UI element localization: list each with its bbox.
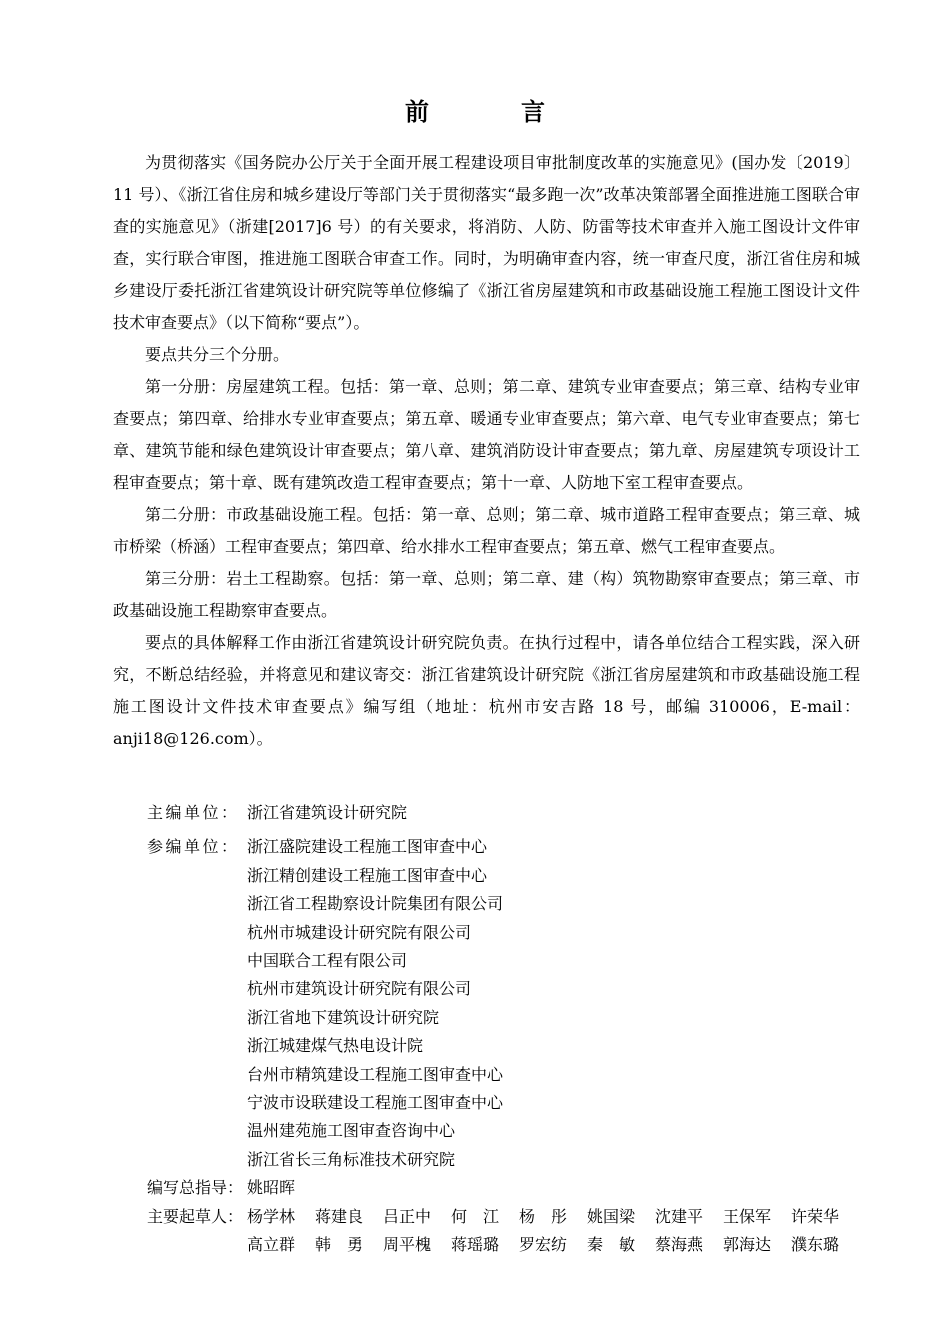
chief-editor-value: 浙江省建筑设计研究院 [247,803,408,822]
paragraph-volumes: 要点共分三个分册。 [145,345,290,364]
drafter-name: 王保军 [723,1206,772,1226]
co-editor-item: 中国联合工程有限公司 [247,951,408,971]
co-editor-item: 浙江盛院建设工程施工图审查中心 [247,837,488,857]
chief-guide-value: 姚昭晖 [247,1178,296,1198]
drafter-name: 沈建平 [655,1206,704,1226]
drafters-label: 主要起草人： [147,1206,244,1226]
co-editor-item: 浙江省地下建筑设计研究院 [247,1007,440,1027]
drafter-name: 蔡海燕 [655,1235,704,1255]
co-editor-item: 杭州市城建设计研究院有限公司 [247,922,472,942]
drafter-name: 濮东璐 [791,1235,840,1255]
co-editor-item: 台州市精筑建设工程施工图审查中心 [247,1064,504,1084]
chief-guide-label: 编写总指导： [147,1178,244,1198]
paragraph-volume-2: 第二分册：市政基础设施工程。包括：第一章、总则；第二章、城市道路工程审查要点；第三章、城市桥梁（桥涵）工程审查要点；第四章、给水排水工程审查要点；第五章、燃气工程审查要点。 [113,505,860,556]
drafter-name: 秦 敏 [587,1235,636,1255]
co-editor-item: 宁波市设联建设工程施工图审查中心 [247,1093,504,1113]
co-editor-item: 浙江省长三角标准技术研究院 [247,1149,456,1169]
paragraph-volume-1: 第一分册：房屋建筑工程。包括：第一章、总则；第二章、建筑专业审查要点；第三章、结构专业审查要点；第四章、给排水专业审查要点；第五章、暖通专业审查要点；第六章、电气专业审查要点；第七章、建筑节能和绿色建筑设计审查要点；第八章、建筑消防设计审查要点；第九章、房屋建筑专项设计工程审查要点；第十章、既有建筑改造工程审查要点；第十一章、人防地下室工程审查要点。 [113,377,860,492]
co-editor-item: 浙江精创建设工程施工图审查中心 [247,865,488,885]
drafter-name: 姚国梁 [587,1206,636,1226]
chief-editor-row [147,799,867,827]
drafter-name: 蒋建良 [315,1206,364,1226]
drafters-row [147,1203,867,1260]
chief-editor-label: 主编单位： [147,803,240,822]
credits-section [147,799,867,1260]
drafter-name: 郭海达 [723,1235,772,1255]
co-editor-item: 浙江省工程勘察设计院集团有限公司 [247,894,504,914]
drafter-name: 许荣华 [791,1206,840,1226]
paragraph-contact: 要点的具体解释工作由浙江省建筑设计研究院负责。在执行过程中，请各单位结合工程实践，深入研究，不断总结经验，并将意见和建议寄交：浙江省建筑设计研究院《浙江省房屋建筑和市政基础设施工程施工图设计文件技术审查要点》编写组（地址：杭州市安吉路 18 号，邮编 310006，E-mail：anji18@126.com）。 [113,633,860,748]
co-editor-item: 杭州市建筑设计研究院有限公司 [247,979,472,999]
co-editors-row [147,833,867,861]
drafters-grid [247,1203,859,1260]
drafter-name: 何 江 [451,1206,500,1226]
drafter-name: 周平槐 [383,1235,432,1255]
co-editor-item: 温州建苑施工图审查咨询中心 [247,1121,456,1141]
paragraph-intro: 为贯彻落实《国务院办公厅关于全面开展工程建设项目审批制度改革的实施意见》(国办发〔2019〕11 号）、《浙江省住房和城乡建设厅等部门关于贯彻落实“最多跑一次”改革决策部署全面推进施工图联合审查的实施意见》（浙建[2017]6 号）的有关要求，将消防、人防、防雷等技术审查并入施工图设计文件审查，实行联合审图，推进施工图联合审查工作。同时，为明确审查内容，统一审查尺度，浙江省住房和城乡建设厅委托浙江省建筑设计研究院等单位修编了《浙江省房屋建筑和市政基础设施工程施工图设计文件技术审查要点》（以下简称“要点”）。 [113,153,860,332]
drafter-name: 高立群 [247,1235,296,1255]
drafter-name: 韩 勇 [315,1235,364,1255]
preface-body [113,147,860,755]
drafter-name: 吕正中 [383,1206,432,1226]
drafter-name: 杨 彤 [519,1206,568,1226]
paragraph-volume-3: 第三分册：岩土工程勘察。包括：第一章、总则；第二章、建（构）筑物勘察审查要点；第三章、市政基础设施工程勘察审查要点。 [113,569,860,620]
drafter-name: 罗宏纺 [519,1235,568,1255]
co-editors-label: 参编单位： [147,837,240,857]
page-title: 前 言 [405,97,579,126]
chief-guide-row [147,1174,867,1202]
drafter-name: 杨学林 [247,1206,296,1226]
drafter-name: 蒋瑶璐 [451,1235,500,1255]
co-editor-item: 浙江城建煤气热电设计院 [247,1036,424,1056]
